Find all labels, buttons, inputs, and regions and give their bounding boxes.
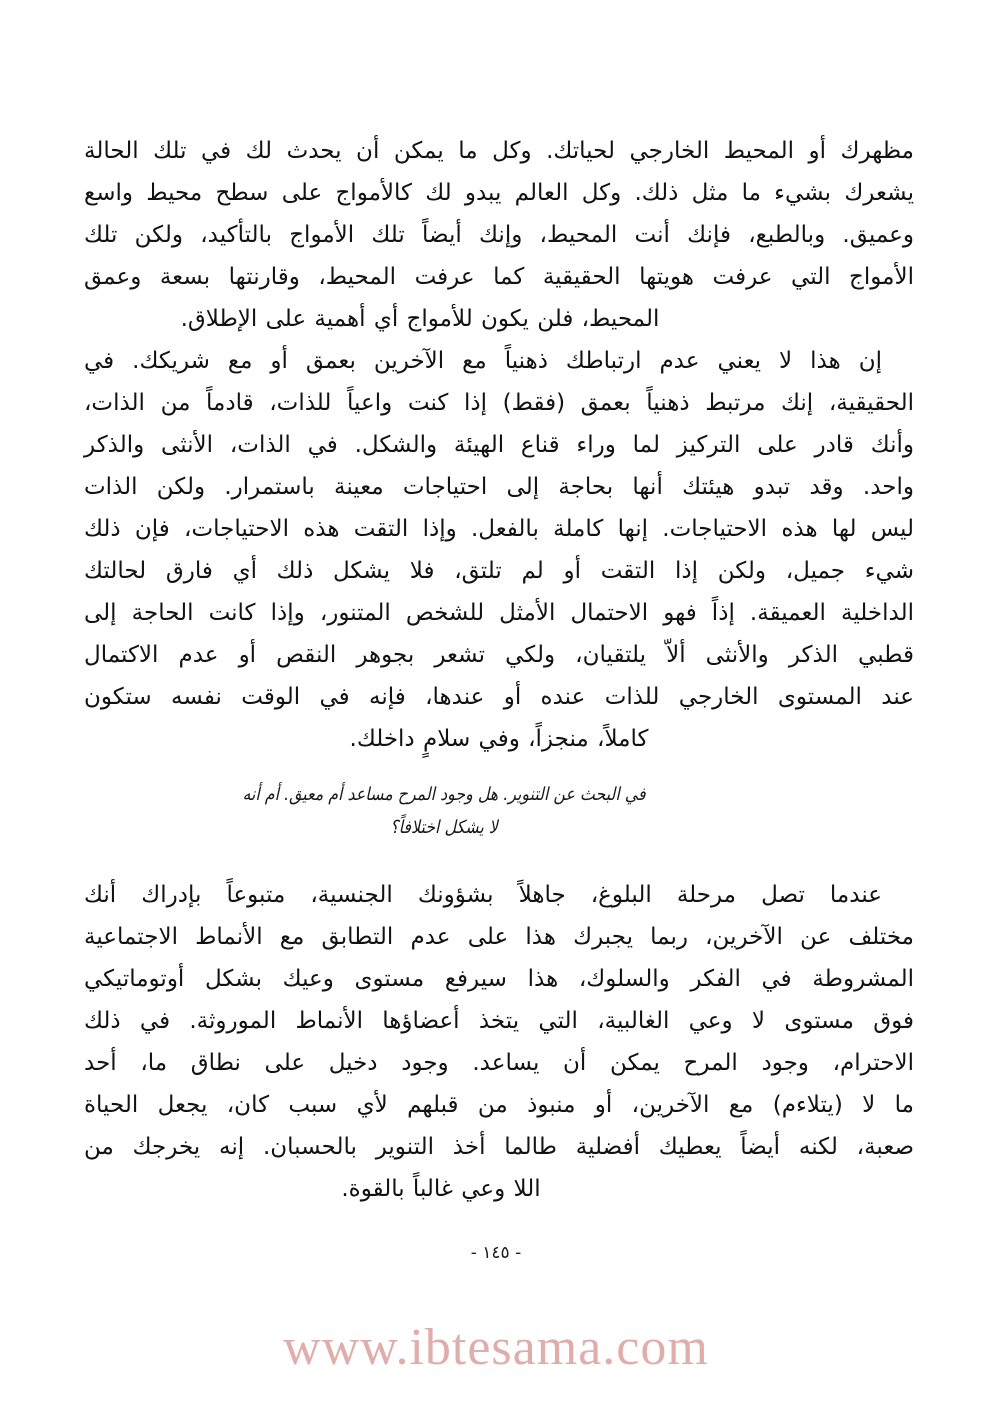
text-line: الأمواج التي عرفت هويتها الحقيقية كما عرفت المحيط، وقارنتها بسعة وعمق: [84, 264, 914, 290]
text-line: عند المستوى الخارجي للذات عنده أو عندها، فإنه في الوقت نفسه ستكون: [84, 684, 914, 710]
text-line: الاحترام، وجود المرح يمكن أن يساعد. وجود دخيل على نطاق ما، أحد: [84, 1050, 914, 1076]
question-line: لا يشكل اختلافاً؟: [390, 817, 498, 838]
text-line: شيء جميل، ولكن إذا التقت أو لم تلتق، فلا يشكل ذلك أي فارق لحالتك: [84, 558, 914, 584]
body-text: [84, 130, 914, 1210]
text-line: عندما تصل مرحلة البلوغ، جاهلاً بشؤونك الجنسية، متبوعاً بإدراك أنك: [84, 882, 882, 908]
text-line: الحقيقية، إنك مرتبط ذهنياً بعمق (فقط) إذا كنت واعياً للذات، قادماً من الذات،: [84, 390, 914, 416]
text-line: فوق مستوى لا وعي الغالبية، التي يتخذ أعضاؤها الأنماط الموروثة. في ذلك: [84, 1008, 914, 1034]
question-line: في البحث عن التنوير. هل وجود المرح مساعد أم معيق. أم أنه: [242, 784, 646, 805]
text-line: المشروطة في الفكر والسلوك، هذا سيرفع مستوى وعيك بشكل أوتوماتيكي: [84, 966, 914, 992]
text-line: مختلف عن الآخرين، ربما يجبرك هذا على عدم التطابق مع الأنماط الاجتماعية: [84, 924, 914, 950]
text-line: ليس لها هذه الاحتياجات. إنها كاملة بالفعل. وإذا التقت هذه الاحتياجات، فإن ذلك: [84, 516, 914, 542]
text-line: الداخلية العميقة. إذاً فهو الاحتمال الأمثل للشخص المتنور، وإذا كانت الحاجة إلى: [84, 600, 914, 626]
text-line: واحد. وقد تبدو هيئتك أنها بحاجة إلى احتياجات معينة باستمرار. ولكن الذات: [84, 474, 914, 500]
text-line: قطبي الذكر والأنثى ألاّ يلتقيان، ولكي تشعر بجوهر النقص أو عدم الاكتمال: [84, 642, 914, 668]
paragraph-2: [84, 340, 914, 760]
text-line: اللا وعي غالباً بالقوة.: [341, 1176, 541, 1202]
text-line: كاملاً، منجزاً، وفي سلامٍ داخلك.: [349, 726, 649, 752]
watermark-text: www.ibtesama.com: [283, 1319, 709, 1376]
text-line: صعبة، لكنه أيضاً يعطيك أفضلية طالما أخذ التنوير بالحسبان. إنه يخرجك من: [84, 1134, 914, 1160]
text-line: مظهرك أو المحيط الخارجي لحياتك. وكل ما يمكن أن يحدث لك في تلك الحالة: [84, 138, 914, 164]
page-number: - ١٤٥ -: [470, 1243, 522, 1263]
text-line: يشعرك بشيء ما مثل ذلك. وكل العالم يبدو لك كالأمواج على سطح محيط واسع: [84, 180, 914, 206]
text-line: وعميق. وبالطبع، فإنك أنت المحيط، وإنك أيضاً تلك الأمواج بالتأكيد، ولكن تلك: [84, 222, 914, 248]
text-line: وأنك قادر على التركيز لما وراء قناع الهيئة والشكل. في الذات، الأنثى والذكر: [84, 432, 914, 458]
paragraph-1: [84, 130, 914, 340]
text-line: ما لا (يتلاءم) مع الآخرين، أو منبوذ من قبلهم لأي سبب كان، يجعل الحياة: [84, 1092, 914, 1118]
question-heading: [79, 778, 809, 844]
text-line: المحيط، فلن يكون للأمواج أي أهمية على الإطلاق.: [180, 306, 660, 332]
paragraph-3: [84, 874, 914, 1210]
text-line: إن هذا لا يعني عدم ارتباطك ذهنياً مع الآخرين بعمق أو مع شريكك. في: [84, 348, 882, 374]
